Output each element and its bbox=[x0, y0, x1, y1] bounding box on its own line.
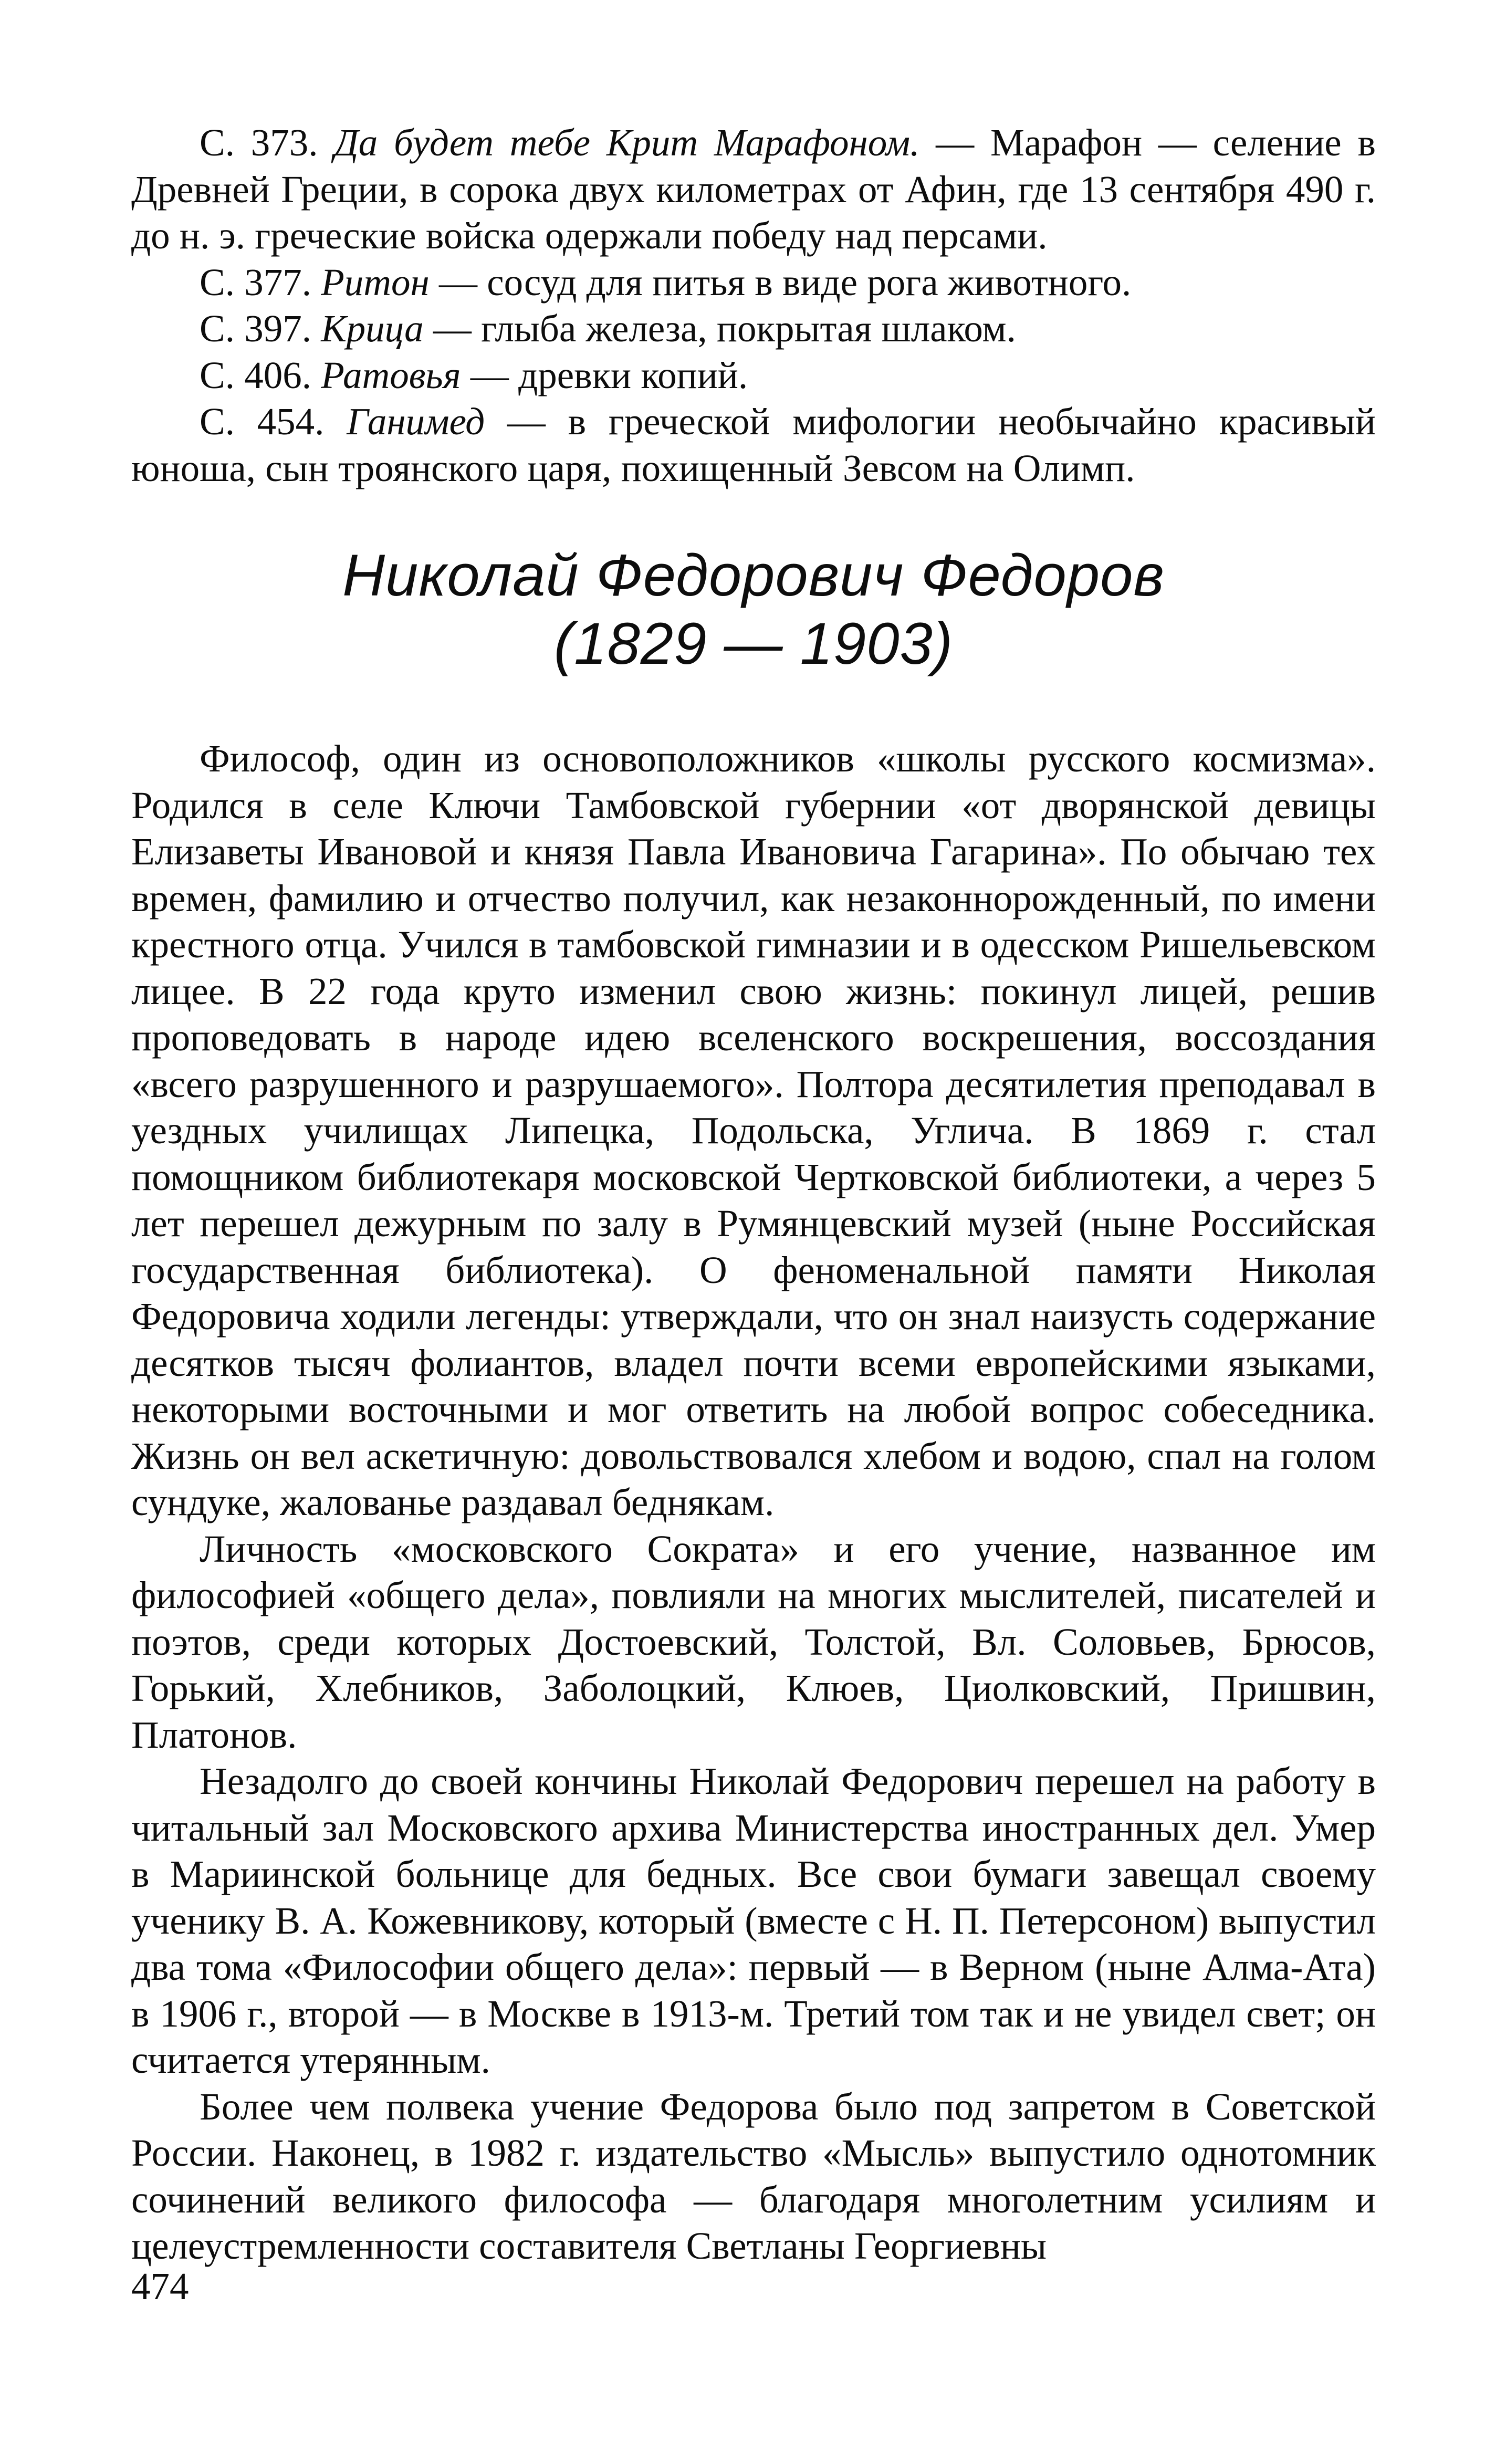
note-377 bbox=[131, 259, 1376, 306]
note-373 bbox=[131, 120, 1376, 259]
heading-name: Николай Федорович Федоров bbox=[342, 542, 1165, 608]
note-454 bbox=[131, 399, 1376, 492]
note-text: — в греческой мифологии необычайно красивый юноша, сын троянского царя, похищенный Зевсом на Олимп. bbox=[131, 400, 1376, 489]
note-ref: С. 377. bbox=[200, 260, 311, 304]
note-text: — Марафон — селение в Древней Греции, в сорока двух километрах от Афин, где 13 сентября 490 г. до н. э. греческие войска одержали победу над персами. bbox=[131, 121, 1376, 257]
article-body bbox=[131, 736, 1376, 2270]
note-term: Крица bbox=[321, 307, 424, 350]
paragraph: Личность «московского Сократа» и его учение, названное им философией «общего дела», повлияли на многих мыслителей, писателей и поэтов, среди которых Достоевский, Толстой, Вл. Соловьев, Брюсов, Горький, Хлебников, Заболоцкий, Клюев, Циолковский, Пришвин, Платонов. bbox=[131, 1527, 1376, 1756]
note-term: Ратовья bbox=[321, 353, 461, 396]
note-ref: С. 454. bbox=[200, 400, 325, 443]
note-term: Ритон bbox=[321, 260, 430, 304]
heading-dates: (1829 — 1903) bbox=[553, 611, 954, 676]
page-number: 474 bbox=[131, 2265, 189, 2308]
note-ref: С. 397. bbox=[200, 307, 311, 350]
section-heading bbox=[131, 541, 1376, 678]
note-term: Да будет тебе Крит Марафоном. bbox=[334, 121, 920, 164]
paragraph: Незадолго до своей кончины Николай Федорович перешел на работу в читальный зал Московского архива Министерства иностранных дел. Умер в Мариинской больнице для бедных. Все свои бумаги завещал своему ученику В. А. Кожевникову, который (вместе с Н. П. Петерсоном) выпустил два тома «Философии общего дела»: первый — в Верном (ныне Алма-Ата) в 1906 г., второй — в Москве в 1913-м. Третий том так и не увидел свет; он считается утерянным. bbox=[131, 1760, 1376, 2081]
paragraph: Философ, один из основоположников «школы русского космизма». Родился в селе Ключи Тамбовской губернии «от дворянской девицы Елизаветы Ивановой и князя Павла Ивановича Гагарина». По обычаю тех времен, фамилию и отчество получил, как незаконнорожденный, по имени крестного отца. Учился в тамбовской гимназии и в одесском Ришельевском лицее. В 22 года круто изменил свою жизнь: покинул лицей, решив проповедовать в народе идею вселенского воскрешения, воссоздания «всего разрушенного и разрушаемого». Полтора десятилетия преподавал в уездных училищах Липецка, Подольска, Углича. В 1869 г. стал помощником библиотекаря московской Чертковской библиотеки, а через 5 лет перешел дежурным по залу в Румянцевский музей (ныне Российская государственная библиотека). О феноменальной памяти Николая Федоровича ходили легенды: утверждали, что он знал наизусть содержание десятков тысяч фолиантов, владел почти всеми европейскими языками, некоторыми восточными и мог ответить на любой вопрос собеседника. Жизнь он вел аскетичную: довольствовался хлебом и водою, спал на голом сундуке, жалованье раздавал беднякам. bbox=[131, 737, 1376, 1523]
note-397 bbox=[131, 306, 1376, 352]
note-text: — древки копий. bbox=[461, 353, 748, 396]
note-term: Ганимед bbox=[347, 400, 485, 443]
note-406 bbox=[131, 352, 1376, 399]
note-ref: С. 406. bbox=[200, 353, 311, 396]
note-ref: С. 373. bbox=[200, 121, 318, 164]
note-text: — сосуд для питья в виде рога животного. bbox=[429, 260, 1132, 304]
paragraph: Более чем полвека учение Федорова было под запретом в Советской России. Наконец, в 1982 г. издательство «Мысль» выпустило однотомник сочинений великого философа — благодаря многолетним усилиям и целеустремленности составителя Светланы Георгиевны bbox=[131, 2085, 1376, 2267]
note-text: — глыба железа, покрытая шлаком. bbox=[423, 307, 1016, 350]
text-column bbox=[131, 120, 1376, 2270]
